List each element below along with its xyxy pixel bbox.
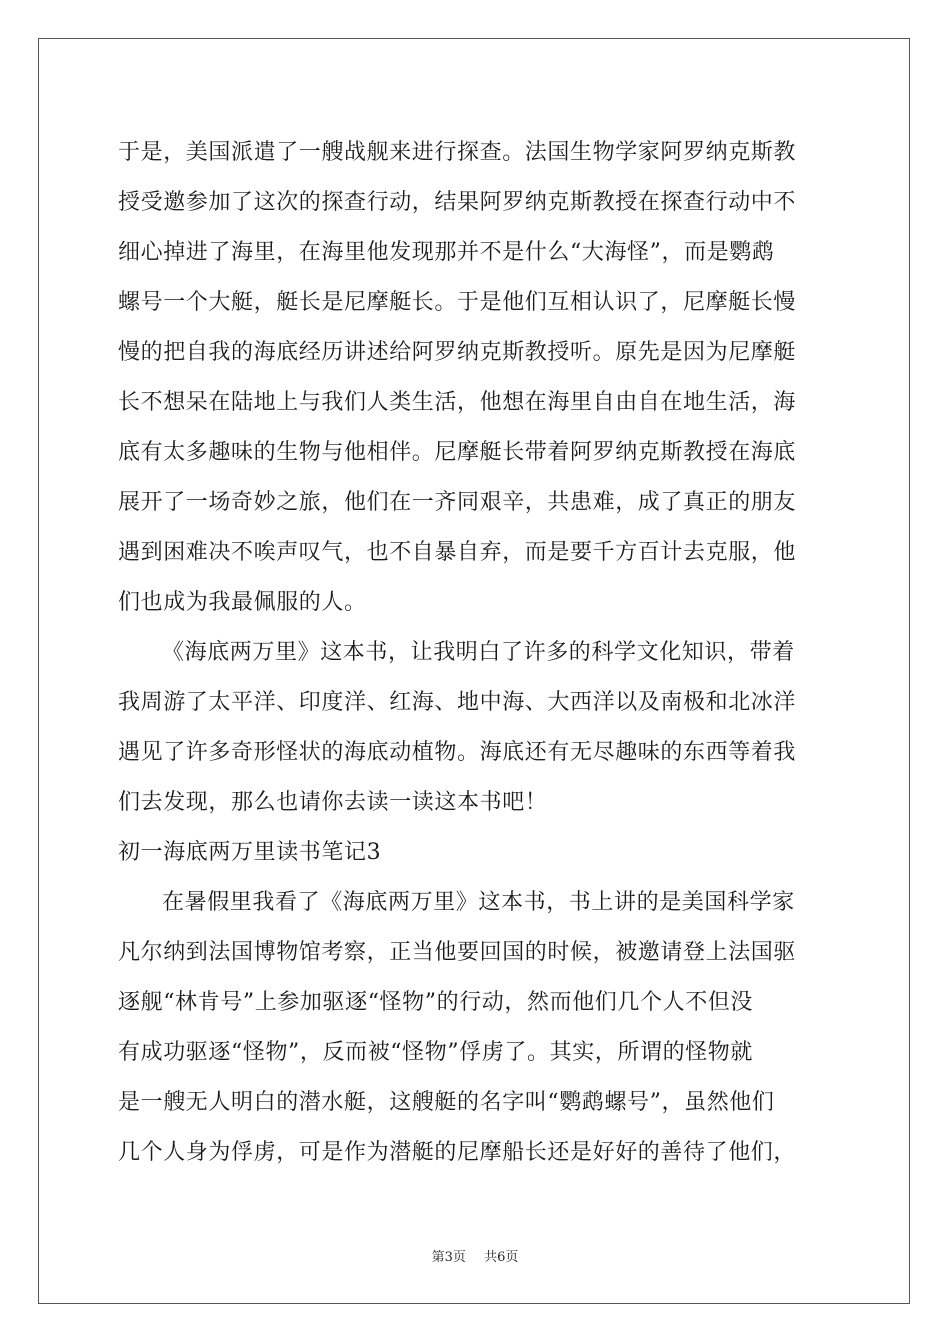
text-line: 底有太多趣味的生物与他相伴。尼摩艇长带着阿罗纳克斯教授在海底: [118, 440, 797, 465]
page-footer: [0, 1246, 950, 1265]
text-line: 有成功驱逐“怪物”，反而被“怪物”俘虏了。其实，所谓的怪物就: [118, 1040, 753, 1065]
text-line: 们也成为我最佩服的人。: [118, 590, 367, 615]
text-line: 《海底两万里》这本书，让我明白了许多的科学文化知识，带着: [162, 640, 795, 665]
text-line: 我周游了太平洋、印度洋、红海、地中海、大西洋以及南极和北冰洋: [118, 690, 797, 715]
text-line: 授受邀参加了这次的探查行动，结果阿罗纳克斯教授在探查行动中不: [118, 190, 797, 215]
page-number-total: 共6页: [484, 1250, 519, 1265]
document-body: [118, 128, 834, 1178]
text-line: 在暑假里我看了《海底两万里》这本书，书上讲的是美国科学家: [162, 890, 795, 915]
text-line: 长不想呆在陆地上与我们人类生活，他想在海里自由自在地生活，海: [118, 390, 797, 415]
text-line: 初一海底两万里读书笔记3: [118, 840, 382, 865]
text-line: 几个人身为俘虏，可是作为潜艇的尼摩船长还是好好的善待了他们，: [118, 1140, 797, 1165]
text-line: 是一艘无人明白的潜水艇，这艘艇的名字叫“鹦鹉螺号”，虽然他们: [118, 1090, 775, 1115]
text-line: 凡尔纳到法国博物馆考察，正当他要回国的时候，被邀请登上法国驱: [118, 940, 797, 965]
text-line: 于是，美国派遣了一艘战舰来进行探查。法国生物学家阿罗纳克斯教: [118, 140, 797, 165]
text-line: 逐舰“林肯号”上参加驱逐“怪物”的行动，然而他们几个人不但没: [118, 990, 753, 1015]
text-line: 们去发现，那么也请你去读一读这本书吧！: [118, 790, 548, 815]
page-number-current: 第3页: [431, 1250, 466, 1265]
text-line: 遇见了许多奇形怪状的海底动植物。海底还有无尽趣味的东西等着我: [118, 740, 797, 765]
text-line: 慢的把自我的海底经历讲述给阿罗纳克斯教授听。原先是因为尼摩艇: [118, 340, 797, 365]
text-line: 遇到困难决不唉声叹气，也不自暴自弃，而是要千方百计去克服，他: [118, 540, 797, 565]
text-line: 展开了一场奇妙之旅，他们在一齐同艰辛，共患难，成了真正的朋友: [118, 490, 797, 515]
text-line: 螺号一个大艇，艇长是尼摩艇长。于是他们互相认识了，尼摩艇长慢: [118, 290, 797, 315]
text-line: 细心掉进了海里，在海里他发现那并不是什么“大海怪”，而是鹦鹉: [118, 240, 775, 265]
